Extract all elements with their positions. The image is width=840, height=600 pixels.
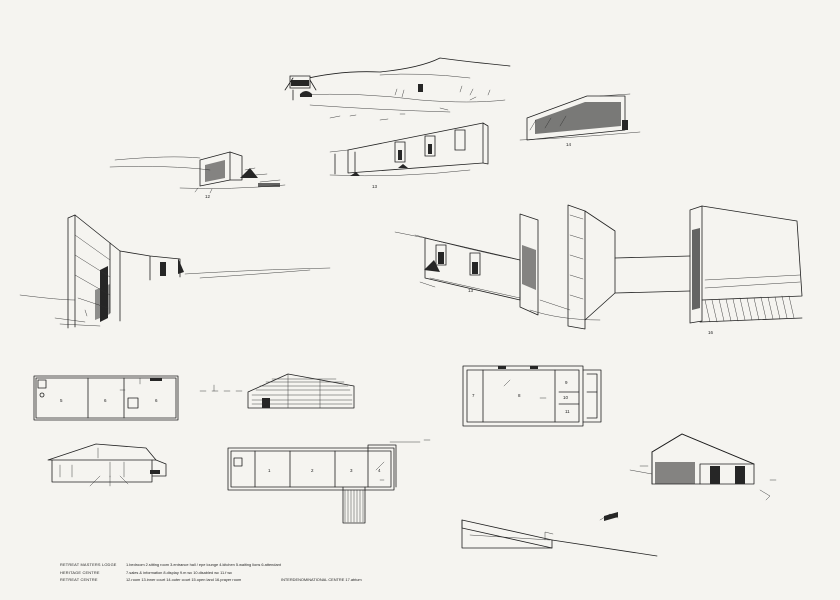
lodge-room-6b: 6 bbox=[155, 398, 158, 403]
courts-16-perspective bbox=[520, 205, 802, 329]
cabin-14-perspective bbox=[520, 94, 640, 140]
heritage-room-9: 9 bbox=[565, 380, 568, 385]
legend-extra: INTERDENOMINATIONAL CENTRE 17.atrium bbox=[281, 577, 362, 583]
retreat-room-4: 4 bbox=[378, 468, 381, 473]
legend-items: 1.bedroom 2.sitting room 3.entrance hall / epe lounge 4.kitchen 5.waiting lions 6.attendant bbox=[126, 562, 281, 567]
retreat-room-2: 2 bbox=[311, 468, 314, 473]
view-number-13-mid: 13 bbox=[468, 288, 474, 293]
legend-items: 12.room 13.inner court 14.outer court 15.open land 16.prayer room bbox=[126, 577, 242, 583]
view-number-14: 14 bbox=[566, 142, 572, 147]
retreat-plan bbox=[228, 440, 430, 523]
legend-label: RETREAT MASTERS LODGE bbox=[60, 562, 117, 567]
gable-elevation bbox=[48, 444, 166, 486]
legend-items: 7.sales & information 8.display 9.m wc 10.disabled wc 11.f wc bbox=[126, 569, 233, 575]
barn-perspective bbox=[600, 434, 776, 521]
wall-walk-perspective bbox=[20, 215, 330, 328]
lodge-room-5: 5 bbox=[60, 398, 63, 403]
view-number-13-top: 13 bbox=[372, 184, 378, 189]
wall-13-mid-perspective bbox=[395, 232, 520, 300]
view-number-12: 12 bbox=[205, 194, 211, 199]
barn-elevation bbox=[200, 374, 354, 408]
legend-label: RETREAT CENTRE bbox=[60, 577, 98, 583]
ridge-lodge-perspective bbox=[285, 58, 510, 120]
legend-label: HERITAGE CENTRE bbox=[60, 569, 100, 575]
wedge-perspective bbox=[462, 520, 657, 556]
retreat-room-1: 1 bbox=[268, 468, 271, 473]
retreat-room-3: 3 bbox=[350, 468, 353, 473]
heritage-room-11: 11 bbox=[565, 409, 570, 414]
view-number-16: 16 bbox=[708, 330, 714, 335]
lodge-room-6a: 6 bbox=[104, 398, 107, 403]
heritage-room-8: 8 bbox=[518, 393, 521, 398]
heritage-plan bbox=[463, 366, 601, 426]
hut-12-perspective bbox=[110, 152, 285, 193]
heritage-room-7: 7 bbox=[472, 393, 475, 398]
wall-13-top-perspective bbox=[330, 123, 488, 176]
heritage-room-10: 10 bbox=[563, 395, 569, 400]
